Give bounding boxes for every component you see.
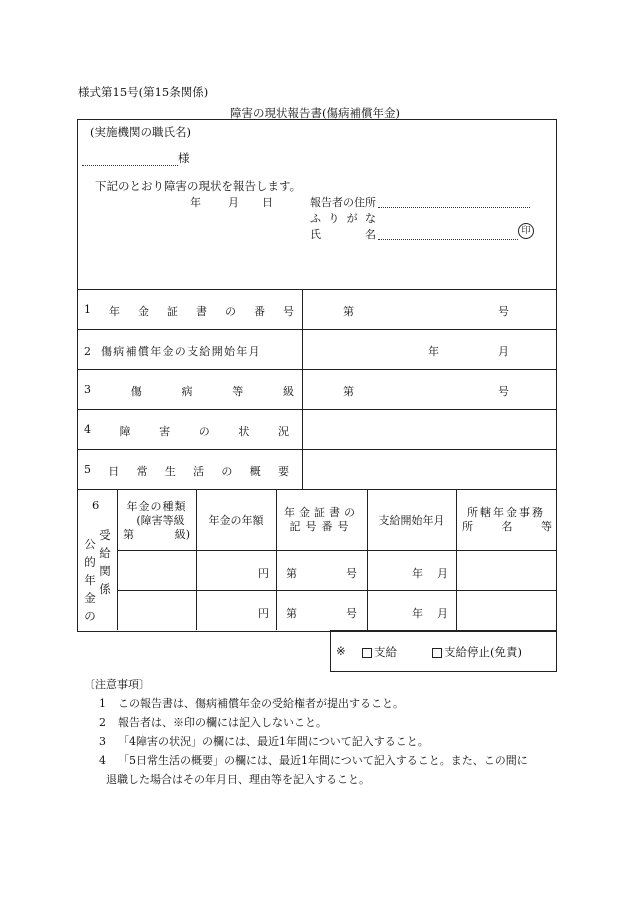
- reporter-address-label: 報告者の住所: [310, 196, 376, 209]
- pension-col-divider: [196, 489, 197, 630]
- row-divider: [77, 289, 556, 290]
- header-annual-amount: 年金の年額: [208, 514, 264, 527]
- name-label: 氏 名: [310, 228, 376, 241]
- office-use-mark: ※: [336, 644, 346, 658]
- pension-cert-1-prefix[interactable]: 第: [286, 567, 297, 580]
- institution-label: (実施機関の職氏名): [90, 125, 191, 139]
- row-1-label: 1 年 金 証 書 の 番 号: [84, 303, 294, 318]
- pension-start-1-year[interactable]: 年: [412, 567, 423, 580]
- date-month[interactable]: 月: [228, 196, 239, 209]
- pension-start-2-month[interactable]: 月: [437, 607, 448, 620]
- row-2-value-year[interactable]: 年: [428, 345, 439, 358]
- addressee-line[interactable]: [82, 150, 190, 166]
- header-start-month: 支給開始年月: [378, 514, 445, 527]
- reporter-address-field[interactable]: [378, 195, 530, 208]
- note-item: 4 「5日常生活の概要」の欄には、最近1年間について記入すること。また、この間に: [99, 754, 528, 767]
- header-cert-number: 年金証書の 記号番号: [284, 506, 359, 533]
- pension-start-2-year[interactable]: 年: [412, 607, 423, 620]
- section-6-title-col-left: 公 的 年 金 の: [84, 537, 96, 623]
- document-title: 障害の現状報告書(傷病補償年金): [230, 106, 400, 120]
- row-1-value-prefix[interactable]: 第: [343, 305, 354, 318]
- row-divider: [77, 489, 556, 490]
- furigana-label: ふ り が な: [310, 212, 376, 225]
- pension-cert-2-prefix[interactable]: 第: [286, 607, 297, 620]
- payment-option[interactable]: 支給: [362, 644, 397, 660]
- pension-cert-2-suffix[interactable]: 号: [346, 607, 357, 620]
- pension-col-divider: [367, 489, 368, 630]
- date-year[interactable]: 年: [190, 196, 201, 209]
- row-divider: [77, 409, 556, 410]
- form-number: 様式第15号(第15条関係): [78, 85, 209, 99]
- note-item: 3 「4障害の状況」の欄には、最近1年間について記入すること。: [99, 735, 429, 748]
- suspension-checkbox[interactable]: [432, 648, 442, 658]
- header-office: 所轄年金事務 所 名 等: [462, 506, 552, 533]
- pension-start-1-month[interactable]: 月: [437, 567, 448, 580]
- row-divider: [77, 329, 556, 330]
- section-6-number: 6: [92, 498, 100, 512]
- row-3-value-prefix[interactable]: 第: [343, 385, 354, 398]
- pension-cert-1-suffix[interactable]: 号: [346, 567, 357, 580]
- row-3-value-suffix[interactable]: 号: [498, 385, 509, 398]
- date-day[interactable]: 日: [262, 196, 273, 209]
- report-statement: 下記のとおり障害の現状を報告します。: [95, 179, 302, 193]
- row-3-label: 3 傷 病 等 級: [84, 383, 294, 398]
- row-divider: [77, 369, 556, 370]
- honorific: 様: [178, 151, 190, 165]
- payment-checkbox[interactable]: [362, 648, 372, 658]
- notes-title: 〔注意事項〕: [84, 678, 150, 691]
- pension-type-2[interactable]: [118, 591, 195, 629]
- pension-office-1[interactable]: [457, 551, 555, 589]
- row-1-value-suffix[interactable]: 号: [498, 305, 509, 318]
- pension-amount-2-unit[interactable]: 円: [258, 607, 269, 620]
- note-item-continued: 退職した場合はその年月日、理由等を記入すること。: [106, 773, 370, 786]
- seal-mark: 印: [518, 223, 534, 239]
- section-6-title-col-right: 受 給 関 係: [99, 528, 111, 596]
- row-divider: [77, 449, 556, 450]
- row-2-label: 2 傷病補償年金の支給開始年月: [84, 345, 261, 358]
- pension-amount-1-unit[interactable]: 円: [258, 567, 269, 580]
- header-pension-type: 年金の種類 (障害等級 第 級): [123, 500, 190, 541]
- suspension-option[interactable]: 支給停止(免責): [432, 644, 522, 660]
- reporter-name-field[interactable]: [378, 227, 518, 240]
- row-4-label: 4 障 害 の 状 況: [84, 423, 289, 438]
- note-item: 2 報告者は、※印の欄には記入しないこと。: [99, 716, 327, 729]
- pension-office-2[interactable]: [457, 591, 555, 629]
- notes-section: [78, 675, 528, 789]
- pension-type-1[interactable]: [118, 551, 195, 589]
- row-5-label: 5 日 常 生 活 の 概 要: [84, 463, 289, 478]
- label-divider: [302, 289, 303, 489]
- note-item: 1 この報告書は、傷病補償年金の受給権者が提出すること。: [99, 697, 404, 710]
- row-2-value-month[interactable]: 月: [498, 345, 509, 358]
